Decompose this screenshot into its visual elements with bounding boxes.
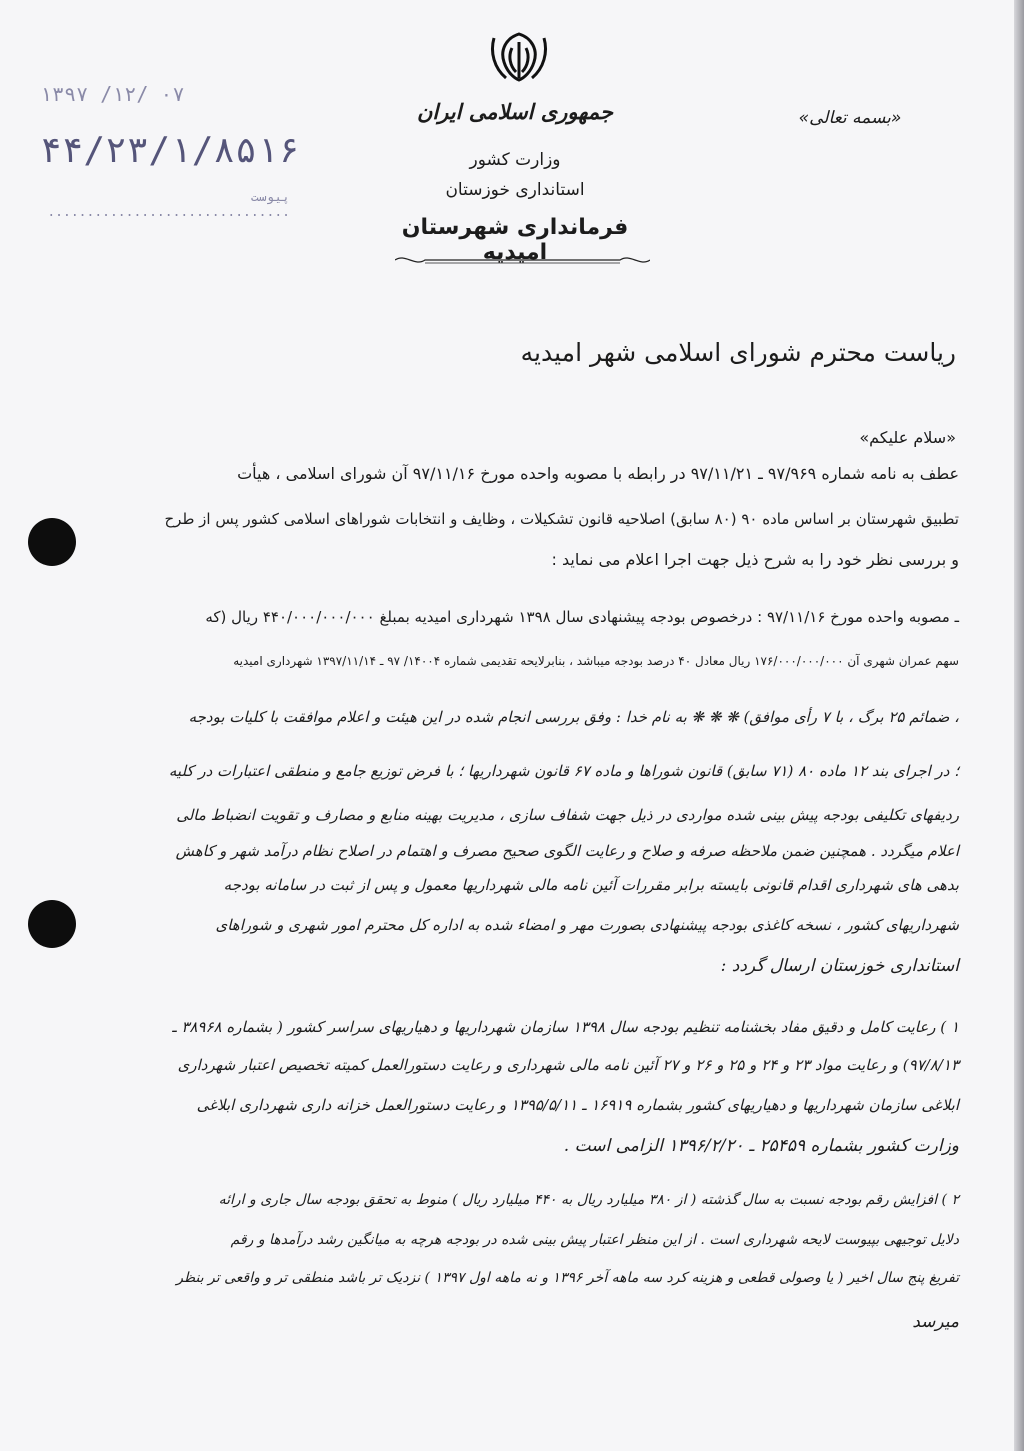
body-line: ـ مصوبه واحده مورخ ۹۷/۱۱/۱۶ : درخصوص بودجه پیشنهادی سال ۱۳۹۸ شهرداری امیدیه بمبلغ ۴۴۰/۰۰۰/۰۰۰/۰۰۰ ریال (که (205, 608, 959, 626)
country-name: جمهوری اسلامی ایران (416, 100, 614, 124)
basmala-heading: «بسمه تعالی» (798, 108, 902, 128)
punch-hole (28, 518, 76, 566)
iran-emblem-icon (488, 28, 550, 84)
ornamental-divider (395, 253, 650, 267)
letter-number: ۴۴/۲۳/۱/۸۵۱۶ (40, 130, 301, 171)
ministry-name: وزارت کشور (469, 150, 561, 170)
punch-hole (28, 900, 76, 948)
body-line: ۹۷/۸/۱۳) و رعایت مواد ۲۳ و ۲۴ و ۲۵ و ۲۶ و ۲۷ آئین نامه مالی شهرداری و رعایت دستورالعمل کمیته تخصیص اعتبار شهرداری (177, 1056, 959, 1074)
body-line: ۱ ) رعایت کامل و دقیق مفاد بخشنامه تنظیم بودجه سال ۱۳۹۸ سازمان شهرداریها و دهیاریهای سراسر کشور ( بشماره ۳۸۹۶۸ ـ (172, 1018, 959, 1036)
addressee: ریاست محترم شورای اسلامی شهر امیدیه (520, 338, 956, 367)
body-line: ۲ ) افزایش رقم بودجه نسبت به سال گذشته ( از ۳۸۰ میلیارد ریال به ۴۴۰ میلیارد ریال ) منوط به تحقق بودجه سال جاری و ارائه (218, 1192, 959, 1208)
body-line: تفریغ پنج سال اخیر ( یا وصولی قطعی و هزینه کرد سه ماهه آخر ۱۳۹۶ و نه ماهه اول ۱۳۹۷ ) نزدیک تر باشد منطقی تر و واقعی تر بنظر (176, 1270, 959, 1286)
body-line: ؛ در اجرای بند ۱۲ ماده ۸۰ (۷۱ سابق) قانون شوراها و ماده ۶۷ قانون شهرداریها ؛ با فرض توزیع جامع و منطقی اعتبارات در کلیه (168, 762, 959, 780)
body-line: میرسد (912, 1312, 959, 1332)
office-name: فرمانداری شهرستان امیدیه (401, 215, 629, 265)
body-line: وزارت کشور بشماره ۲۵۴۵۹ ـ ۱۳۹۶/۲/۲۰ الزامی است . (563, 1136, 959, 1156)
body-line: و بررسی نظر خود را به شرح ذیل جهت اجرا اعلام می نماید : (551, 550, 959, 569)
salutation: «سلام علیکم» (859, 428, 956, 447)
body-line: تطبیق شهرستان بر اساس ماده ۹۰ (۸۰ سابق) اصلاحیه قانون تشکیلات ، وظایف و انتخابات شوراهای اسلامی کشور پس از طرح (164, 510, 959, 528)
body-line: ردیفهای تکلیفی بودجه پیش بینی شده مواردی در ذیل جهت شفاف سازی ، مدیریت بهینه منابع و مصارف و تقویت انضباط مالی (176, 806, 959, 824)
attachment-field: پیوست ............................... (47, 190, 290, 220)
letter-date: ۱۳۹۷ /۱۲/ ۰۷ (40, 82, 185, 106)
body-line: اعلام میگردد . همچنین ضمن ملاحظه صرفه و صلاح و رعایت الگوی صحیح مصرف و اهتمام در اصلاح نظام درآمد شهر و کاهش (175, 842, 959, 860)
body-line: استانداری خوزستان ارسال گردد : (720, 956, 959, 976)
province-name: استانداری خوزستان (445, 180, 585, 200)
body-line: بدهی های شهرداری اقدام قانونی بایسته برابر مقررات آئین نامه مالی شهرداریها معمول و پس از ثبت در سامانه بودجه (223, 876, 959, 894)
body-line: ، ضمائم ۲۵ برگ ، با ۷ رأی موافق) ❋ ❋ ❋ به نام خدا : وفق بررسی انجام شده در این هیئت و اعلام موافقت با کلیات بودجه (188, 708, 959, 726)
body-line: سهم عمران شهری آن ۱۷۶/۰۰۰/۰۰۰/۰۰۰ ریال معادل ۴۰ درصد بودجه میباشد ، بنابرلایحه تقدیمی شماره ۱۴۰۰۴/ ۹۷ ـ ۱۳۹۷/۱۱/۱۴ شهرداری امیدیه (233, 654, 959, 668)
body-line: دلایل توجیهی بپیوست لایحه شهرداری است . از این منظر اعتبار پیش بینی شده در بودجه هرچه به میانگین رشد درآمدها و رقم (230, 1232, 959, 1248)
body-line: عطف به نامه شماره ۹۷/۹۶۹ ـ ۹۷/۱۱/۲۱ در رابطه با مصوبه واحده مورخ ۹۷/۱۱/۱۶ آن شورای اسلامی ، هیأت (237, 464, 959, 483)
page-edge-shadow (1014, 0, 1024, 1451)
body-line: شهرداریهای کشور ، نسخه کاغذی بودجه پیشنهادی بصورت مهر و امضاء شده به اداره کل محترم امور شهری و شوراهای (215, 916, 959, 934)
body-line: ابلاغی سازمان شهرداریها و دهیاریهای کشور بشماره ۱۶۹۱۹ ـ ۱۳۹۵/۵/۱۱ و رعایت دستورالعمل خزانه داری شهرداری ابلاغی (196, 1096, 959, 1114)
